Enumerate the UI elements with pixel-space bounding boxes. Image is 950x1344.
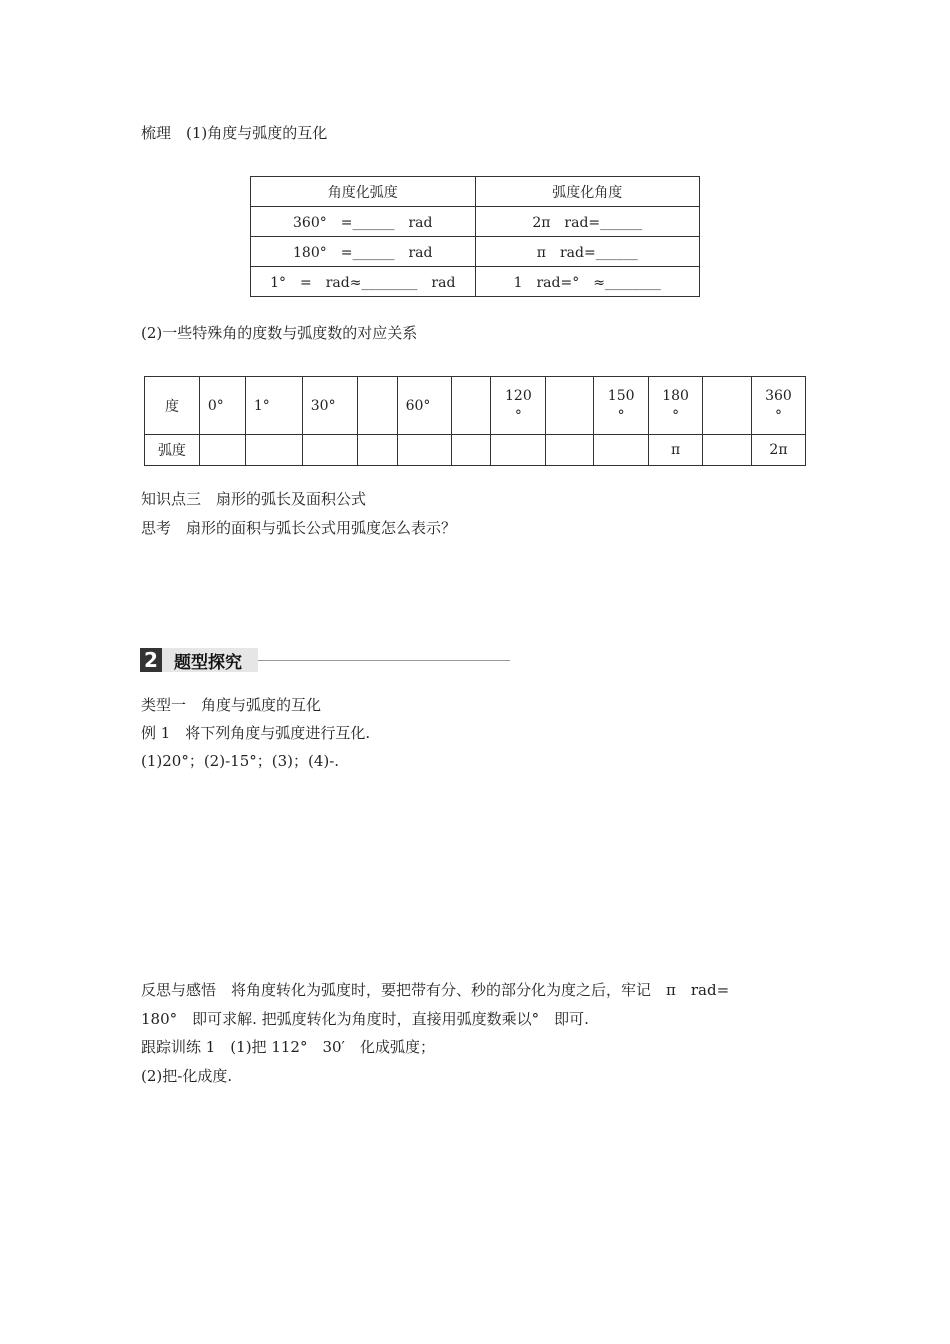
radian-cell [491,435,546,466]
section-title: 题型探究 [162,648,258,672]
degree-cell [491,377,546,435]
row-label-degree: 度 [145,377,200,435]
row-label-radian: 弧度 [145,435,200,466]
radian-cell [302,435,357,466]
type1-title: 类型一 角度与弧度的互化 [141,696,322,714]
practice1-line1: 跟踪训练 1 (1)把 112° 30′ 化成弧度； [141,1038,435,1056]
radian-cell [397,435,451,466]
degree-cell [703,377,752,435]
table-cell: 180° =______ rad [251,237,476,267]
section-header [140,648,510,672]
degree-cell [594,377,649,435]
example1-title: 例 1 将下列角度与弧度进行互化. [141,724,371,742]
degree-cell: 1° [245,377,302,435]
degree-suffix: ° [514,407,522,424]
radian-cell [245,435,302,466]
part2-heading: (2)一些特殊角的度数与弧度数的对应关系 [141,324,418,342]
example1-items: (1)20°；(2)-15°；(3)；(4)-. [141,752,340,770]
degree-cell [546,377,594,435]
reflection-line1: 反思与感悟 将角度转化为弧度时，要把带有分、秒的部分化为度之后，牢记 π rad= [141,981,730,999]
radian-cell: π [649,435,703,466]
degree-value: 180 [662,387,689,404]
table-cell: 1° = rad≈________ rad [251,267,476,297]
table-cell: π rad=______ [475,237,700,267]
degree-value: 360 [765,387,792,404]
think-text: 思考 扇形的面积与弧长公式用弧度怎么表示？ [141,519,457,537]
section-number: 2 [140,648,162,672]
table-header: 角度化弧度 [251,177,476,207]
reflection-line2: 180° 即可求解. 把弧度转化为角度时，直接用弧度数乘以° 即可. [141,1010,589,1028]
degree-cell: 60° [397,377,451,435]
degree-cell: 30° [302,377,357,435]
radian-cell [357,435,397,466]
degree-cell [751,377,805,435]
degree-value: 120 [505,387,532,404]
degree-value: 150 [607,387,635,404]
practice1-line2: (2)把-化成度. [141,1067,233,1085]
radian-cell: 2π [751,435,805,466]
table-cell: 1 rad=° ≈________ [475,267,700,297]
table-cell: 2π rad=______ [475,207,700,237]
radian-cell [546,435,594,466]
table-cell: 360° =______ rad [251,207,476,237]
radian-cell [594,435,649,466]
degree-suffix: ° [774,407,782,424]
radian-cell [199,435,245,466]
special-angles-table [144,376,806,466]
degree-cell [451,377,491,435]
table-header: 弧度化角度 [475,177,700,207]
conversion-table [250,176,700,297]
knowledge3-title: 知识点三 扇形的弧长及面积公式 [141,490,367,508]
degree-cell [357,377,397,435]
radian-cell [703,435,752,466]
section-divider [258,660,510,661]
radian-cell [451,435,491,466]
degree-suffix: ° [617,407,625,424]
intro-heading: 梳理 (1)角度与弧度的互化 [141,124,328,142]
degree-cell: 0° [199,377,245,435]
degree-suffix: ° [672,407,680,424]
degree-cell [649,377,703,435]
